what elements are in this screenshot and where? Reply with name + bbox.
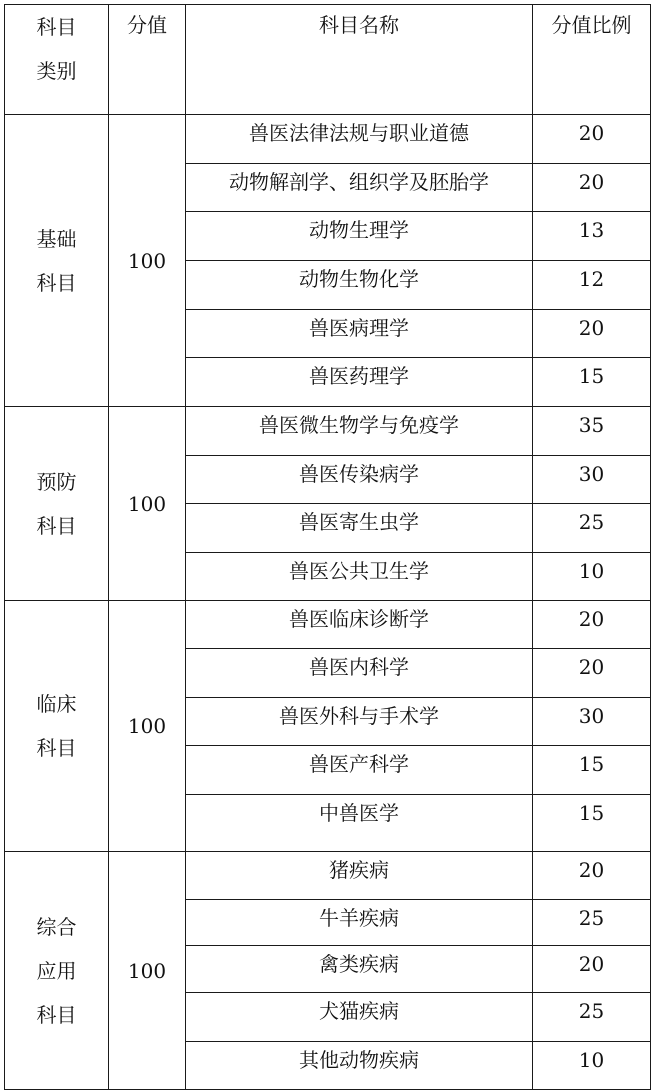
subject-name-cell: 兽医法律法规与职业道德	[186, 115, 533, 164]
ratio-cell: 15	[533, 358, 651, 407]
header-category	[5, 5, 109, 115]
ratio-cell: 25	[533, 900, 651, 946]
table-row	[5, 407, 651, 456]
subject-name-cell: 兽医外科与手术学	[186, 698, 533, 746]
category-line: 应用	[36, 958, 77, 983]
subject-score-table	[4, 4, 651, 1090]
category-line: 临床	[36, 692, 77, 716]
category-line: 综合	[36, 914, 77, 939]
category-cell	[5, 115, 109, 407]
category-cell	[5, 407, 109, 601]
score-cell: 100	[109, 115, 186, 407]
ratio-cell: 20	[533, 852, 651, 900]
category-line: 科目	[36, 513, 77, 538]
subject-name-cell: 兽医寄生虫学	[186, 504, 533, 553]
subject-name-cell: 兽医临床诊断学	[186, 601, 533, 649]
table-row	[5, 601, 651, 649]
score-cell: 100	[109, 601, 186, 852]
subject-name-cell: 其他动物疾病	[186, 1042, 533, 1090]
category-cell	[5, 852, 109, 1090]
subject-name-cell: 兽医微生物学与免疫学	[186, 407, 533, 456]
ratio-cell: 20	[533, 601, 651, 649]
subject-name-cell: 动物生物化学	[186, 261, 533, 310]
ratio-cell: 20	[533, 310, 651, 358]
ratio-cell: 25	[533, 993, 651, 1042]
subject-name-cell: 犬猫疾病	[186, 993, 533, 1042]
ratio-cell: 20	[533, 115, 651, 164]
subject-name-cell: 兽医药理学	[186, 358, 533, 407]
header-subject: 科目名称	[186, 5, 533, 115]
ratio-cell: 13	[533, 212, 651, 261]
header-score: 分值	[109, 5, 186, 115]
table-body	[5, 115, 651, 1090]
category-line: 科目	[36, 736, 77, 760]
subject-name-cell: 兽医内科学	[186, 649, 533, 698]
subject-name-cell: 兽医公共卫生学	[186, 553, 533, 601]
subject-name-cell: 动物生理学	[186, 212, 533, 261]
ratio-cell: 20	[533, 946, 651, 993]
category-line: 预防	[36, 469, 77, 494]
header-ratio: 分值比例	[533, 5, 651, 115]
subject-name-cell: 猪疾病	[186, 852, 533, 900]
ratio-cell: 15	[533, 795, 651, 852]
ratio-cell: 25	[533, 504, 651, 553]
ratio-cell: 20	[533, 649, 651, 698]
ratio-cell: 20	[533, 164, 651, 212]
subject-name-cell: 兽医传染病学	[186, 456, 533, 504]
subject-name-cell: 中兽医学	[186, 795, 533, 852]
subject-name-cell: 兽医产科学	[186, 746, 533, 795]
category-cell	[5, 601, 109, 852]
ratio-cell: 12	[533, 261, 651, 310]
subject-name-cell: 禽类疾病	[186, 946, 533, 993]
ratio-cell: 10	[533, 1042, 651, 1090]
ratio-cell: 30	[533, 698, 651, 746]
category-line: 科目	[36, 270, 77, 295]
ratio-cell: 10	[533, 553, 651, 601]
ratio-cell: 35	[533, 407, 651, 456]
subject-name-cell: 牛羊疾病	[186, 900, 533, 946]
subject-name-cell: 动物解剖学、组织学及胚胎学	[186, 164, 533, 212]
table-row	[5, 115, 651, 164]
ratio-cell: 15	[533, 746, 651, 795]
subject-name-cell: 兽医病理学	[186, 310, 533, 358]
score-cell: 100	[109, 407, 186, 601]
header-category-line: 类别	[36, 59, 77, 83]
header-category-line: 科目	[36, 15, 77, 39]
score-cell: 100	[109, 852, 186, 1090]
table-row	[5, 852, 651, 900]
category-line: 科目	[36, 1002, 77, 1027]
table-header-row	[5, 5, 651, 115]
ratio-cell: 30	[533, 456, 651, 504]
category-line: 基础	[36, 226, 77, 251]
